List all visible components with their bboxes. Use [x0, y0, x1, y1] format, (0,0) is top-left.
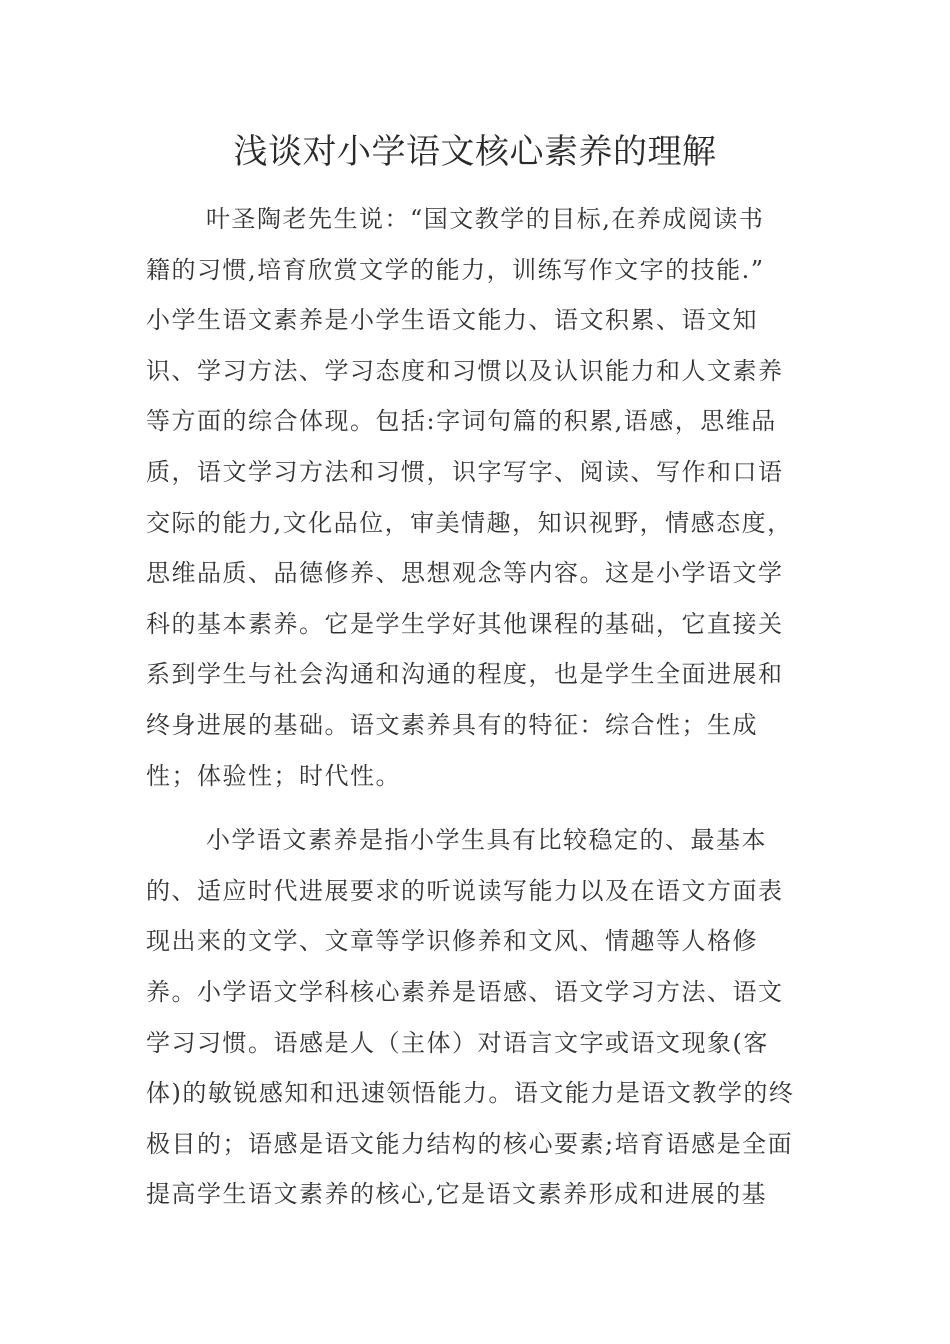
paragraph-line: 小学语文素养是指小学生具有比较稳定的、最基本	[206, 826, 767, 855]
paragraph-line: 叶圣陶老先生说：“国文教学的目标,在养成阅读书	[206, 205, 765, 233]
paragraph-line: 终身进展的基础。语文素养具有的特征：综合性；生成	[146, 710, 758, 739]
paragraph-1	[146, 194, 806, 801]
paragraph-line: 性；体验性；时代性。	[146, 761, 401, 790]
paragraph-line: 养。小学语文学科核心素养是语感、语文学习方法、语文	[146, 977, 784, 1006]
paragraph-line: 系到学生与社会沟通和沟通的程度，也是学生全面进展和	[146, 660, 784, 689]
paragraph-line: 现出来的文学、文章等学识修养和文风、情趣等人格修	[146, 927, 758, 956]
paragraph-line: 科的基本素养。它是学生学好其他课程的基础，它直接关	[146, 609, 784, 638]
document-body	[146, 194, 806, 1220]
paragraph-line: 小学生语文素养是小学生语文能力、语文积累、语文知	[146, 306, 758, 335]
paragraph-2	[146, 815, 806, 1220]
paragraph-line: 思维品质、品德修养、思想观念等内容。这是小学语文学	[146, 559, 784, 588]
paragraph-line: 的、适应时代进展要求的听说读写能力以及在语文方面表	[146, 876, 784, 905]
paragraph-line: 识、学习方法、学习态度和习惯以及认识能力和人文素养	[146, 356, 784, 385]
paragraph-line: 籍的习惯,培育欣赏文学的能力，训练写作文字的技能.”	[146, 255, 765, 284]
paragraph-line: 质，语文学习方法和习惯，识字写字、阅读、写作和口语	[146, 457, 784, 486]
paragraph-line: 学习习惯。语感是人（主体）对语言文字或语文现象(客	[146, 1028, 769, 1057]
paragraph-line: 提高学生语文素养的核心,它是语文素养形成和进展的基	[146, 1180, 768, 1209]
document-title: 浅谈对小学语文核心素养的理解	[233, 132, 717, 172]
paragraph-line: 等方面的综合体现。包括:字词句篇的积累,语感，思维品	[146, 407, 777, 436]
paragraph-line: 极目的；语感是语文能力结构的核心要素;培育语感是全面	[146, 1129, 794, 1158]
paragraph-line: 体)的敏锐感知和迅速领悟能力。语文能力是语文教学的终	[146, 1079, 795, 1108]
paragraph-line: 交际的能力,文化品位，审美情趣，知识视野，情感态度，	[146, 508, 793, 537]
